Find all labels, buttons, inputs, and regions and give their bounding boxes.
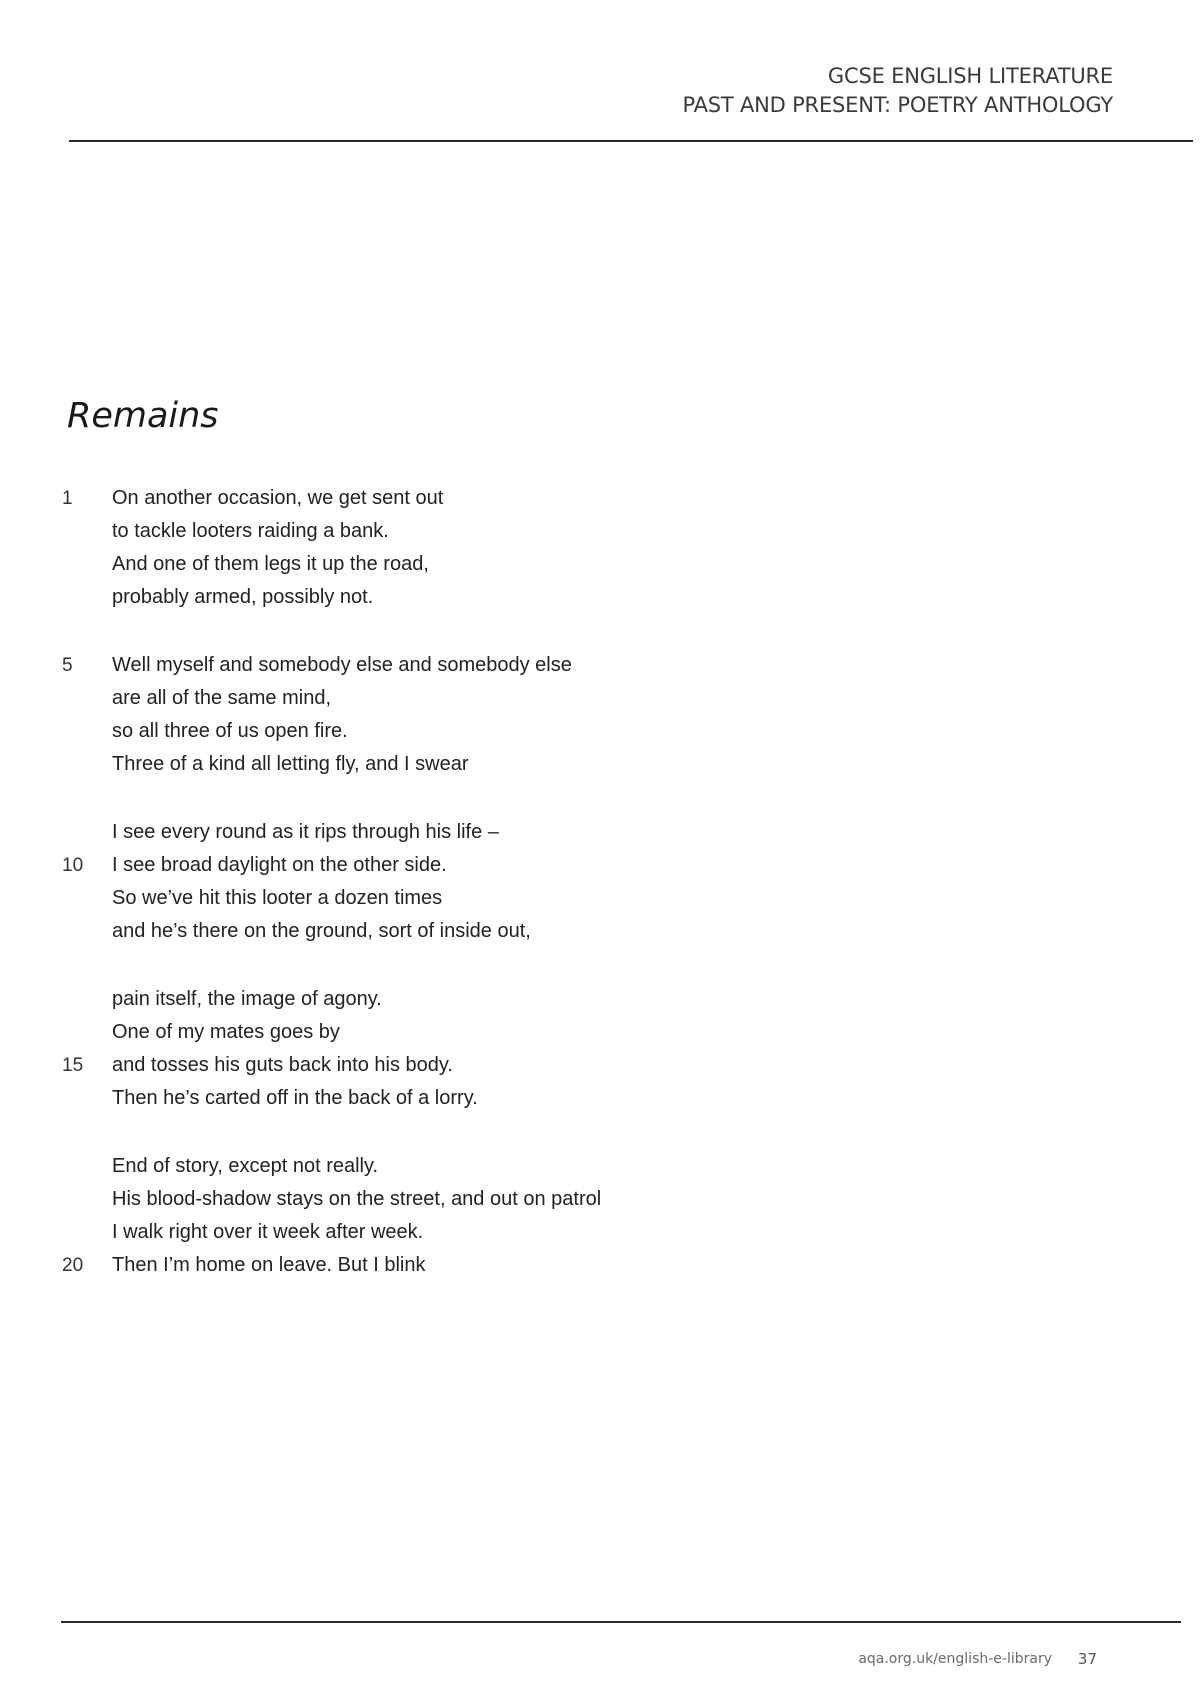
line-text: probably armed, possibly not.	[112, 586, 374, 608]
line-number: 10	[62, 855, 84, 876]
line-text: I see every round as it rips through his life –	[112, 821, 499, 843]
poem-line	[0, 682, 900, 715]
poem-line	[0, 482, 900, 515]
line-text: So we’ve hit this looter a dozen times	[112, 887, 443, 909]
stanza-2	[0, 649, 900, 781]
stanza-1	[0, 482, 900, 614]
footer-url: aqa.org.uk/english-e-library	[858, 1651, 1052, 1667]
line-number: 15	[62, 1055, 84, 1076]
line-number: 1	[62, 488, 73, 509]
line-text: End of story, except not really.	[112, 1155, 379, 1177]
poem-line	[0, 515, 900, 548]
page-number: 37	[1077, 1650, 1097, 1668]
poem-line	[0, 581, 900, 614]
poem-line	[0, 715, 900, 748]
header-subject: GCSE ENGLISH LITERATURE	[827, 64, 1113, 88]
poem-line	[0, 649, 900, 682]
line-text: I see broad daylight on the other side.	[112, 854, 447, 876]
stanza-5	[0, 1150, 900, 1282]
poem-line	[0, 1150, 900, 1183]
stanza-3	[0, 816, 900, 948]
poem-title: Remains	[67, 396, 219, 436]
header-divider	[69, 140, 1193, 142]
line-text: to tackle looters raiding a bank.	[112, 520, 389, 542]
line-text: pain itself, the image of agony.	[112, 988, 382, 1010]
poem-line	[0, 1249, 900, 1282]
poem-line	[0, 1183, 900, 1216]
line-text: are all of the same mind,	[112, 687, 331, 709]
line-text: Well myself and somebody else and somebody else	[112, 654, 572, 676]
poem-line	[0, 1049, 900, 1082]
line-text: Then he’s carted off in the back of a lorry.	[112, 1087, 478, 1109]
poem-line	[0, 1016, 900, 1049]
footer-divider	[61, 1621, 1181, 1623]
poem-line	[0, 882, 900, 915]
line-text: Then I’m home on leave. But I blink	[112, 1254, 426, 1276]
line-text: so all three of us open fire.	[112, 720, 348, 742]
poem-line	[0, 748, 900, 781]
stanza-4	[0, 983, 900, 1115]
line-number: 20	[62, 1255, 84, 1276]
poem-line	[0, 849, 900, 882]
line-text: On another occasion, we get sent out	[112, 487, 444, 509]
line-text: and he’s there on the ground, sort of inside out,	[112, 920, 531, 942]
header-anthology: PAST AND PRESENT: POETRY ANTHOLOGY	[682, 93, 1113, 117]
line-text: And one of them legs it up the road,	[112, 553, 429, 575]
poem-line	[0, 983, 900, 1016]
poem-line	[0, 1082, 900, 1115]
poem-line	[0, 1216, 900, 1249]
line-text: Three of a kind all letting fly, and I swear	[112, 753, 469, 775]
line-text: His blood-shadow stays on the street, and out on patrol	[112, 1188, 602, 1210]
line-text: and tosses his guts back into his body.	[112, 1054, 453, 1076]
line-text: I walk right over it week after week.	[112, 1221, 424, 1243]
poem-line	[0, 816, 900, 849]
line-text: One of my mates goes by	[112, 1021, 340, 1043]
running-header	[682, 62, 1113, 120]
line-number: 5	[62, 655, 73, 676]
poem-line	[0, 548, 900, 581]
poem-line	[0, 915, 900, 948]
